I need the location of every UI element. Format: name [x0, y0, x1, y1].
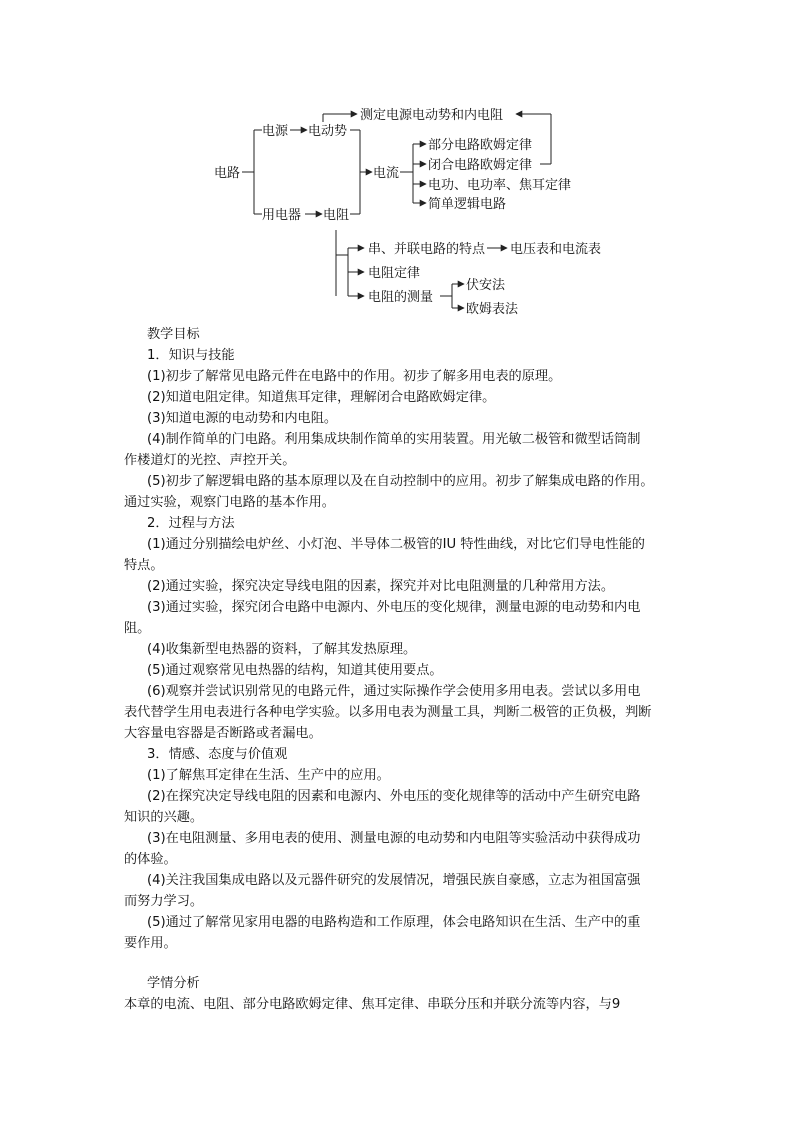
paragraph: (3)在电阻测量、多用电表的使用、测量电源的电动势和内电阻等实验活动中获得成功	[147, 831, 641, 846]
subsection-process: 2．过程与方法	[147, 516, 235, 531]
node-measure-emf: 测定电源电动势和内电阻	[360, 108, 504, 123]
node-logic: 简单逻辑电路	[428, 197, 507, 212]
paragraph: 知识的兴趣。	[124, 810, 204, 825]
node-resistance-law: 电阻定律	[368, 266, 421, 281]
paragraph: (2)通过实验，探究决定导线电阻的因素，探究并对比电阻测量的几种常用方法。	[147, 579, 615, 594]
node-emf: 电动势	[308, 124, 348, 139]
paragraph: 要作用。	[124, 936, 177, 951]
node-current: 电流	[373, 166, 400, 181]
node-power-source: 电源	[262, 124, 289, 139]
paragraph: (5)初步了解逻辑电路的基本原理以及在自动控制中的应用。初步了解集成电路的作用。	[147, 474, 654, 489]
node-closed-ohm: 闭合电路欧姆定律	[428, 158, 533, 173]
paragraph: 特点。	[124, 558, 164, 573]
paragraph: (1)初步了解常见电路元件在电路中的作用。初步了解多用电表的原理。	[147, 369, 562, 384]
paragraph: (6)观察并尝试识别常见的电路元件，通过实际操作学会使用多用电表。尝试以多用电	[147, 684, 641, 699]
paragraph: 阻。	[124, 621, 151, 636]
paragraph: 通过实验，观察门电路的基本作用。	[124, 495, 335, 510]
paragraph: (4)关注我国集成电路以及元器件研究的发展情况，增强民族自豪感，立志为祖国富强	[147, 873, 641, 888]
node-series-parallel: 串、并联电路的特点	[368, 242, 486, 257]
circuit-concept-map	[0, 0, 794, 330]
node-resistance: 电阻	[323, 208, 350, 223]
paragraph: 而努力学习。	[124, 894, 204, 909]
paragraph: (3)知道电源的电动势和内电阻。	[147, 411, 338, 426]
paragraph: (1)了解焦耳定律在生活、生产中的应用。	[147, 768, 390, 783]
paragraph: 表代替学生用电表进行各种电学实验。以多用电表为测量工具，判断二极管的正负极，判断	[124, 705, 652, 720]
node-circuit: 电路	[214, 166, 241, 181]
paragraph: (4)收集新型电热器的资料，了解其发热原理。	[147, 642, 417, 657]
paragraph: (1)通过分别描绘电炉丝、小灯泡、半导体二极管的IU 特性曲线，对比它们导电性能的	[147, 537, 645, 552]
node-meters: 电压表和电流表	[510, 242, 602, 257]
node-voltammetry: 伏安法	[466, 278, 506, 293]
subsection-attitude: 3．情感、态度与价值观	[147, 747, 288, 762]
subsection-knowledge: 1．知识与技能	[147, 348, 235, 363]
node-partial-ohm: 部分电路欧姆定律	[428, 138, 533, 153]
paragraph: (2)在探究决定导线电阻的因素和电源内、外电压的变化规律等的活动中产生研究电路	[147, 789, 641, 804]
paragraph: (4)制作简单的门电路。利用集成块制作简单的实用装置。用光敏二极管和微型话筒制	[147, 432, 641, 447]
paragraph: 的体验。	[124, 852, 177, 867]
section-title-analysis: 学情分析	[147, 976, 200, 991]
node-appliance: 用电器	[262, 208, 302, 223]
paragraph: (5)通过了解常见家用电器的电路构造和工作原理，体会电路知识在生活、生产中的重	[147, 915, 641, 930]
paragraph: 大容量电容器是否断路或者漏电。	[124, 726, 322, 741]
paragraph: (3)通过实验，探究闭合电路中电源内、外电压的变化规律，测量电源的电动势和内电	[147, 600, 641, 615]
paragraph: (2)知道电阻定律。知道焦耳定律，理解闭合电路欧姆定律。	[147, 390, 496, 405]
node-joule: 电功、电功率、焦耳定律	[428, 178, 572, 193]
paragraph: 本章的电流、电阻、部分电路欧姆定律、焦耳定律、串联分压和并联分流等内容，与9	[124, 997, 621, 1012]
paragraph: 作楼道灯的光控、声控开关。	[124, 453, 296, 468]
node-ohmmeter: 欧姆表法	[466, 302, 519, 317]
section-title-goals: 教学目标	[147, 327, 200, 342]
paragraph: (5)通过观察常见电热器的结构，知道其使用要点。	[147, 663, 443, 678]
node-resistance-measure: 电阻的测量	[368, 290, 434, 305]
